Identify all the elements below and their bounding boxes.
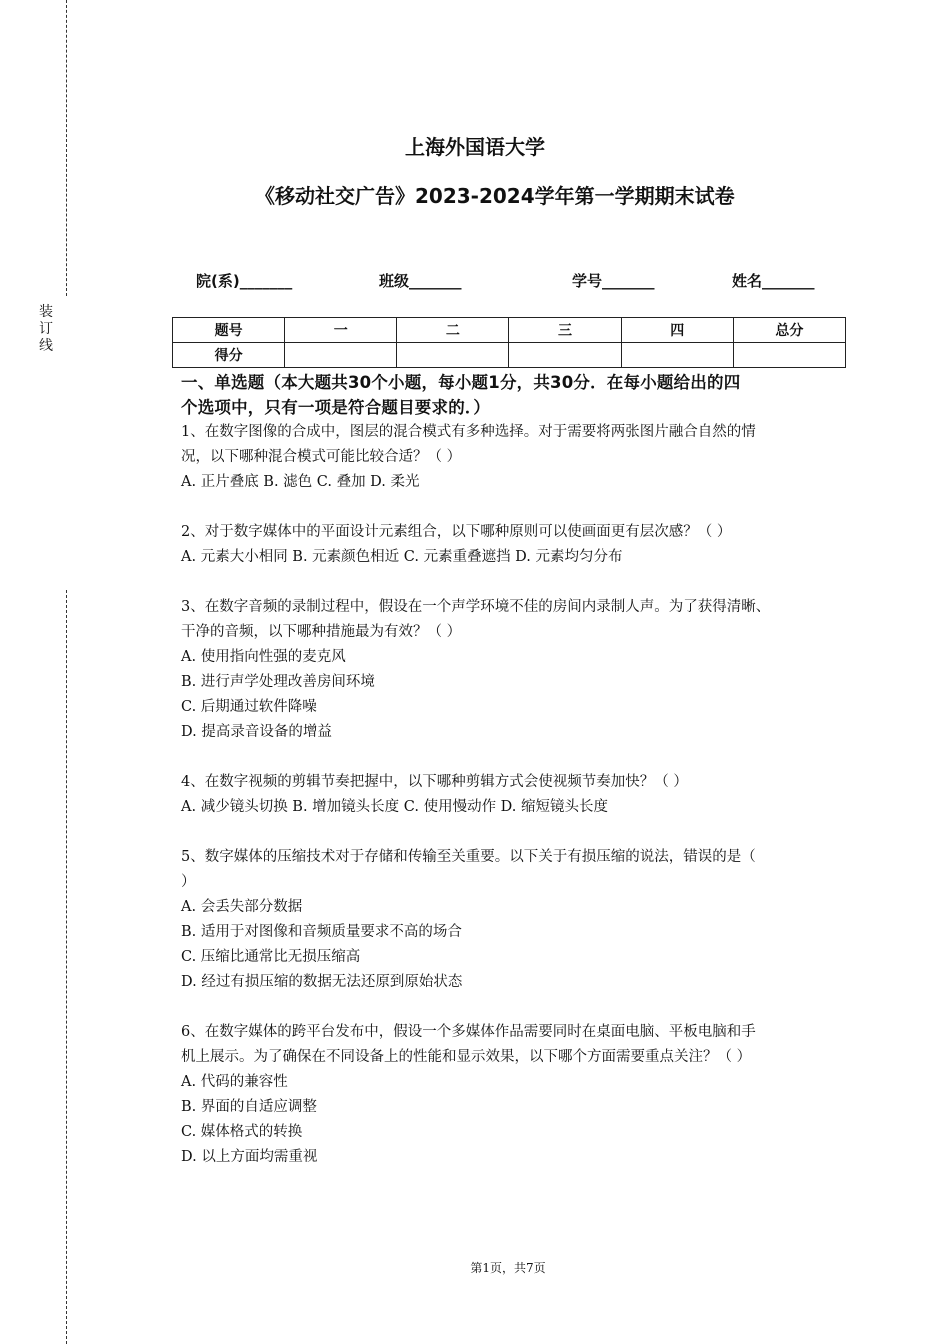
score-table-score-row bbox=[173, 343, 846, 368]
question-3 bbox=[181, 595, 851, 745]
question-option: D. 以上方面均需重视 bbox=[181, 1149, 318, 1165]
exam-content bbox=[181, 370, 851, 1170]
question-text: ） bbox=[181, 874, 196, 890]
question-text: 5、数字媒体的压缩技术对于存储和传输至关重要。以下关于有损压缩的说法，错误的是（ bbox=[181, 849, 756, 865]
question-4 bbox=[181, 770, 851, 820]
score-table-cell: 四 bbox=[621, 318, 733, 343]
score-cell-3 bbox=[509, 343, 621, 368]
question-option: B. 进行声学处理改善房间环境 bbox=[181, 674, 375, 690]
name-field: 姓名_______ bbox=[732, 272, 815, 290]
score-table-cell: 题号 bbox=[173, 318, 285, 343]
question-option: C. 媒体格式的转换 bbox=[181, 1124, 303, 1140]
question-text: 6、在数字媒体的跨平台发布中，假设一个多媒体作品需要同时在桌面电脑、平板电脑和手 bbox=[181, 1024, 756, 1040]
question-option: C. 后期通过软件降噪 bbox=[181, 699, 317, 715]
binding-label bbox=[38, 304, 54, 355]
score-cell-4 bbox=[621, 343, 733, 368]
question-text: 3、在数字音频的录制过程中，假设在一个声学环境不佳的房间内录制人声。为了获得清晰、 bbox=[181, 599, 771, 615]
question-2 bbox=[181, 520, 851, 570]
score-table-cell: 三 bbox=[509, 318, 621, 343]
score-table-header-row bbox=[173, 318, 846, 343]
score-table-cell: 二 bbox=[397, 318, 509, 343]
question-option: B. 适用于对图像和音频质量要求不高的场合 bbox=[181, 924, 462, 940]
score-cell-2 bbox=[397, 343, 509, 368]
question-option: A. 使用指向性强的麦克风 bbox=[181, 649, 346, 665]
question-option: B. 界面的自适应调整 bbox=[181, 1099, 317, 1115]
section-heading-line: 一、单选题（本大题共30个小题，每小题1分，共30分．在每小题给出的四 bbox=[181, 373, 741, 392]
department-field: 院(系)_______ bbox=[196, 272, 293, 290]
exam-title: 《移动社交广告》2023-2024学年第一学期期末试卷 bbox=[255, 184, 735, 208]
question-text: 况，以下哪种混合模式可能比较合适？（ ） bbox=[181, 449, 462, 465]
question-text: 干净的音频，以下哪种措施最为有效？（ ） bbox=[181, 624, 462, 640]
question-text: 1、在数字图像的合成中，图层的混合模式有多种选择。对于需要将两张图片融合自然的情 bbox=[181, 424, 756, 440]
question-options: A. 元素大小相同 B. 元素颜色相近 C. 元素重叠遮挡 D. 元素均匀分布 bbox=[181, 549, 623, 565]
question-6 bbox=[181, 1020, 851, 1170]
question-option: D. 提高录音设备的增益 bbox=[181, 724, 332, 740]
score-cell-1 bbox=[285, 343, 397, 368]
binding-line-bottom bbox=[66, 590, 67, 1344]
question-5 bbox=[181, 845, 851, 995]
question-text: 2、对于数字媒体中的平面设计元素组合，以下哪种原则可以使画面更有层次感？（ ） bbox=[181, 524, 732, 540]
score-cell-total bbox=[733, 343, 845, 368]
question-option: C. 压缩比通常比无损压缩高 bbox=[181, 949, 361, 965]
score-table bbox=[172, 317, 846, 368]
binding-char: 线 bbox=[39, 338, 53, 354]
binding-char: 装 bbox=[39, 304, 53, 320]
score-table-cell: 总分 bbox=[733, 318, 845, 343]
score-table-cell: 一 bbox=[285, 318, 397, 343]
score-row-label: 得分 bbox=[173, 343, 285, 368]
binding-char: 订 bbox=[39, 321, 53, 337]
school-title: 上海外国语大学 bbox=[405, 135, 545, 159]
question-text: 机上展示。为了确保在不同设备上的性能和显示效果，以下哪个方面需要重点关注？（ ） bbox=[181, 1049, 752, 1065]
section-heading-line: 个选项中，只有一项是符合题目要求的．） bbox=[181, 398, 491, 417]
student-id-field: 学号_______ bbox=[572, 272, 655, 290]
question-options: A. 减少镜头切换 B. 增加镜头长度 C. 使用慢动作 D. 缩短镜头长度 bbox=[181, 799, 609, 815]
question-1 bbox=[181, 420, 851, 495]
question-options: A. 正片叠底 B. 滤色 C. 叠加 D. 柔光 bbox=[181, 474, 420, 490]
page-number: 第1页，共7页 bbox=[470, 1261, 546, 1275]
question-option: A. 会丢失部分数据 bbox=[181, 899, 303, 915]
question-option: D. 经过有损压缩的数据无法还原到原始状态 bbox=[181, 974, 463, 990]
class-field: 班级_______ bbox=[379, 272, 462, 290]
question-text: 4、在数字视频的剪辑节奏把握中，以下哪种剪辑方式会使视频节奏加快？（ ） bbox=[181, 774, 688, 790]
question-option: A. 代码的兼容性 bbox=[181, 1074, 288, 1090]
